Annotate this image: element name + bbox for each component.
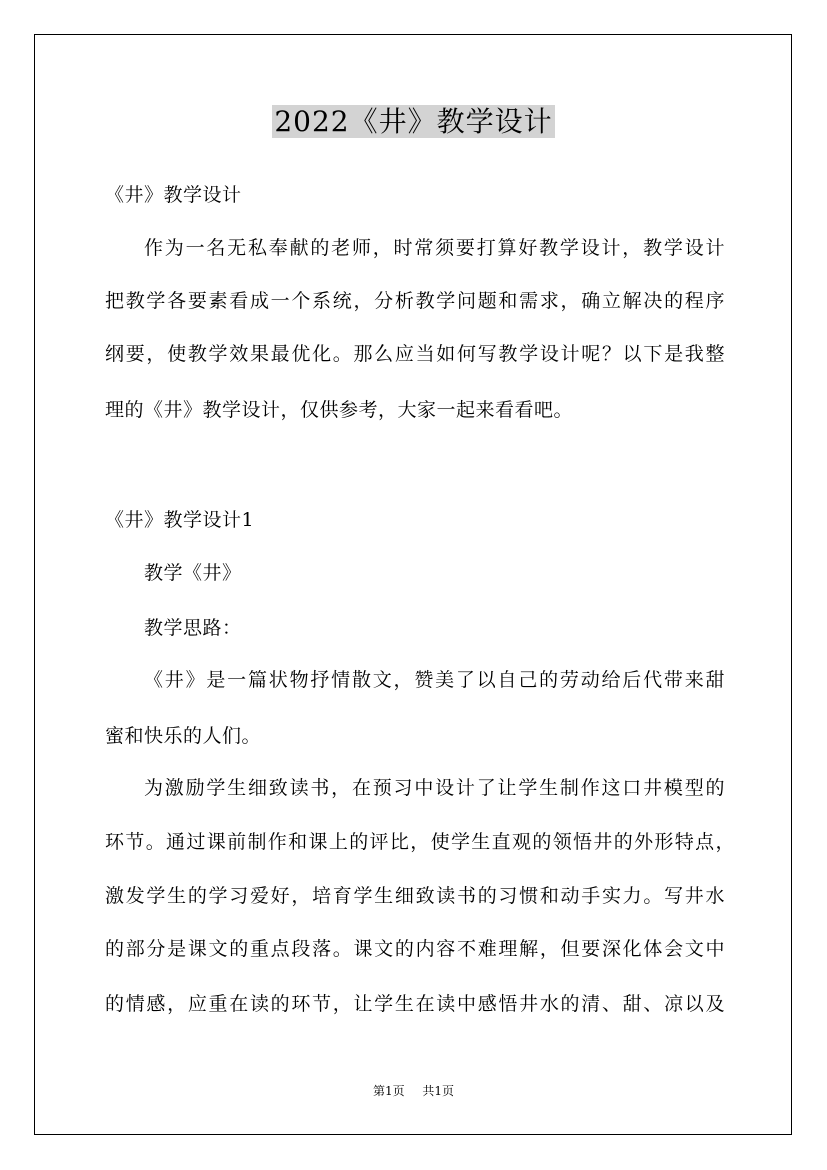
document-subtitle: 《井》教学设计 <box>105 184 242 206</box>
intro-line-4: 理的《井》教学设计，仅供参考，大家一起来看看吧。 <box>105 399 574 421</box>
document-title-text: 2022《井》教学设计 <box>274 105 553 138</box>
page-footer <box>0 1082 827 1100</box>
body-line-2: 蜜和快乐的人们。 <box>105 725 262 747</box>
thinking-label: 教学思路： <box>144 617 242 639</box>
lesson-title: 教学《井》 <box>144 562 242 584</box>
page-total: 共1页 <box>422 1084 454 1098</box>
document-title <box>0 102 827 142</box>
page-number: 第1页 <box>373 1084 405 1098</box>
section-heading: 《井》教学设计1 <box>105 509 255 531</box>
body-line-4: 环节。通过课前制作和课上的评比，使学生直观的领悟井的外形特点， <box>105 831 735 853</box>
intro-line-3: 纲要，使教学效果最优化。那么应当如何写教学设计呢？以下是我整 <box>105 343 725 365</box>
body-line-3: 为激励学生细致读书，在预习中设计了让学生制作这口井模型的 <box>144 777 725 799</box>
body-line-6: 的部分是课文的重点段落。课文的内容不难理解，但要深化体会文中 <box>105 938 725 960</box>
body-line-5: 激发学生的学习爱好，培育学生细致读书的习惯和动手实力。写井水 <box>105 885 725 907</box>
intro-line-1: 作为一名无私奉献的老师，时常须要打算好教学设计，教学设计 <box>144 237 725 259</box>
body-line-1: 《井》是一篇状物抒情散文，赞美了以自己的劳动给后代带来甜 <box>144 669 725 691</box>
intro-line-2: 把教学各要素看成一个系统，分析教学问题和需求，确立解决的程序 <box>105 290 725 312</box>
body-line-7: 的情感，应重在读的环节，让学生在读中感悟井水的清、甜、凉以及 <box>105 993 725 1015</box>
